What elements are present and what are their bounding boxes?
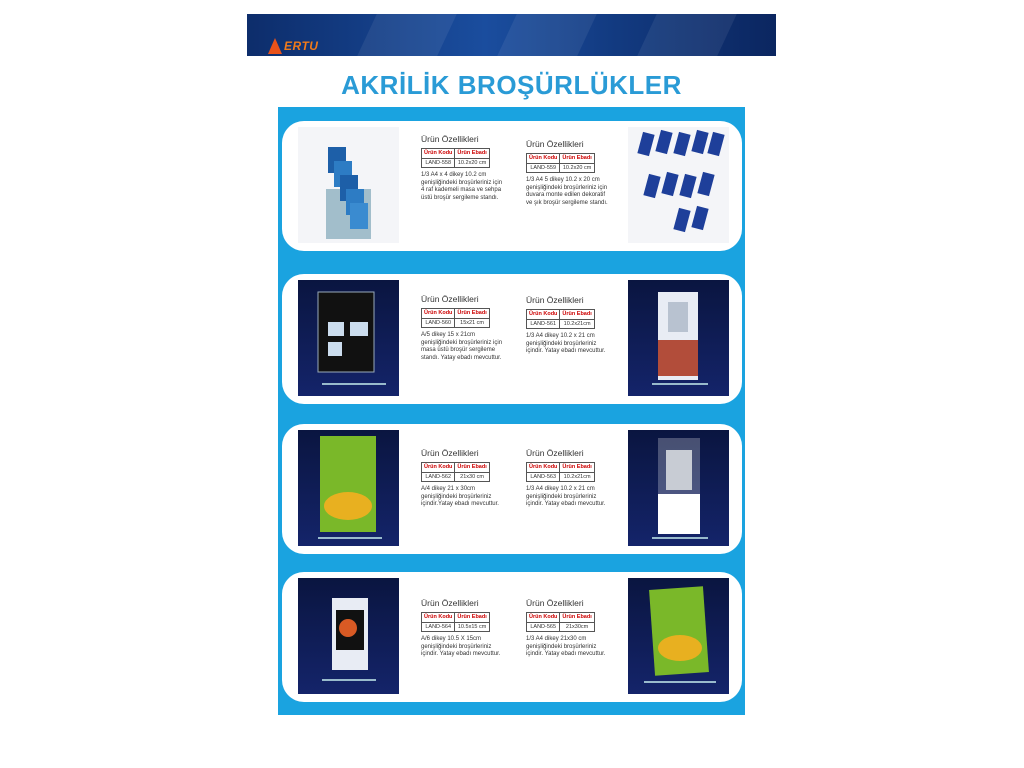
spec-land-559	[526, 139, 612, 207]
spec-size: 10.2x20 cm	[560, 163, 594, 173]
spec-heading: Ürün Özellikleri	[421, 448, 479, 458]
spec-code: LAND-560	[422, 318, 455, 328]
spec-size-header: Ürün Ebadı	[455, 462, 489, 472]
product-photo-land-558	[298, 127, 399, 243]
product-photo-land-561	[628, 280, 729, 396]
spec-description: 1/3 A4 5 dikey 10.2 x 20 cm genişliğindeki broşürleriniz için duvara monte edilen dekoratif ve şık broşür sergileme standı.	[526, 177, 608, 206]
spec-table	[421, 462, 490, 483]
spec-code-header: Ürün Kodu	[422, 462, 455, 472]
flame-icon	[268, 38, 282, 54]
spec-code-header: Ürün Kodu	[527, 309, 560, 319]
spec-size: 10.2x20 cm	[455, 158, 489, 168]
spec-land-561	[526, 295, 612, 356]
spec-table	[421, 148, 490, 169]
product-photo-land-565	[628, 578, 729, 694]
spec-table	[526, 612, 595, 633]
spec-code-header: Ürün Kodu	[422, 612, 455, 622]
product-photo-land-564	[298, 578, 399, 694]
spec-size-header: Ürün Ebadı	[560, 153, 594, 163]
spec-heading: Ürün Özellikleri	[421, 598, 479, 608]
spec-land-558	[421, 134, 507, 202]
product-photo-land-562	[298, 430, 399, 546]
spec-heading: Ürün Özellikleri	[526, 598, 584, 608]
spec-heading: Ürün Özellikleri	[421, 134, 479, 144]
spec-description: 1/3 A4 dikey 10.2 x 21 cm genişliğindeki broşürleriniz içindir. Yatay ebadı mevcuttur.	[526, 486, 606, 508]
spec-code-header: Ürün Kodu	[527, 462, 560, 472]
spec-heading: Ürün Özellikleri	[526, 139, 584, 149]
spec-land-560	[421, 294, 507, 362]
brand-logo	[268, 37, 318, 55]
spec-description: A/5 dikey 15 x 21cm genişliğindeki broşürleriniz için masa üstü broşür sergileme standı. Yatay ebadı mevcuttur.	[421, 332, 503, 361]
spec-code: LAND-558	[422, 158, 455, 168]
spec-code: LAND-565	[527, 622, 560, 632]
spec-code-header: Ürün Kodu	[527, 153, 560, 163]
spec-code: LAND-561	[527, 319, 560, 329]
spec-size-header: Ürün Ebadı	[455, 612, 489, 622]
spec-code-header: Ürün Kodu	[527, 612, 560, 622]
spec-table	[526, 309, 595, 330]
spec-description: A/6 dikey 10.5 X 15cm genişliğindeki broşürleriniz içindir. Yatay ebadı mevcuttur.	[421, 636, 501, 658]
spec-size: 10.2x21cm	[560, 472, 594, 482]
spec-size-header: Ürün Ebadı	[455, 148, 489, 158]
product-photo-land-560	[298, 280, 399, 396]
spec-code: LAND-563	[527, 472, 560, 482]
spec-table	[421, 308, 490, 329]
spec-code-header: Ürün Kodu	[422, 148, 455, 158]
spec-table	[526, 462, 595, 483]
spec-heading: Ürün Özellikleri	[421, 294, 479, 304]
brand-logo-text: ERTU	[284, 39, 319, 53]
spec-size-header: Ürün Ebadı	[455, 308, 489, 318]
spec-code-header: Ürün Kodu	[422, 308, 455, 318]
spec-description: A/4 dikey 21 x 30cm genişliğindeki broşürleriniz içindir.Yatay ebadı mevcuttur.	[421, 486, 499, 508]
spec-heading: Ürün Özellikleri	[526, 295, 584, 305]
spec-size: 10.5x15 cm	[455, 622, 489, 632]
page-title: AKRİLİK BROŞÜRLÜKLER	[341, 70, 682, 100]
spec-size-header: Ürün Ebadı	[560, 612, 594, 622]
spec-land-563	[526, 448, 612, 509]
spec-table	[421, 612, 490, 633]
spec-table	[526, 153, 595, 174]
spec-description: 1/3 A4 x 4 dikey 10.2 cm genişliğindeki broşürleriniz için 4 raf kademeli masa ve sehpa üstü broşür sergileme standı.	[421, 172, 503, 201]
spec-size: 10.2x21cm	[560, 319, 594, 329]
product-photo-land-559	[628, 127, 729, 243]
spec-description: 1/3 A4 dikey 10.2 x 21 cm genişliğindeki broşürleriniz içindir. Yatay ebadı mevcuttur.	[526, 333, 606, 355]
spec-size: 21x30cm	[560, 622, 594, 632]
spec-code: LAND-564	[422, 622, 455, 632]
spec-description: 1/3 A4 dikey 21x30 cm genişliğindeki broşürleriniz içindir. Yatay ebadı mevcuttur.	[526, 636, 606, 658]
spec-size-header: Ürün Ebadı	[560, 309, 594, 319]
spec-land-565	[526, 598, 612, 659]
spec-heading: Ürün Özellikleri	[526, 448, 584, 458]
spec-land-562	[421, 448, 507, 509]
spec-size: 15x21 cm	[455, 318, 489, 328]
spec-land-564	[421, 598, 507, 659]
spec-size: 21x30 cm	[455, 472, 489, 482]
product-photo-land-563	[628, 430, 729, 546]
header-banner	[247, 14, 776, 56]
spec-code: LAND-562	[422, 472, 455, 482]
spec-code: LAND-559	[527, 163, 560, 173]
spec-size-header: Ürün Ebadı	[560, 462, 594, 472]
